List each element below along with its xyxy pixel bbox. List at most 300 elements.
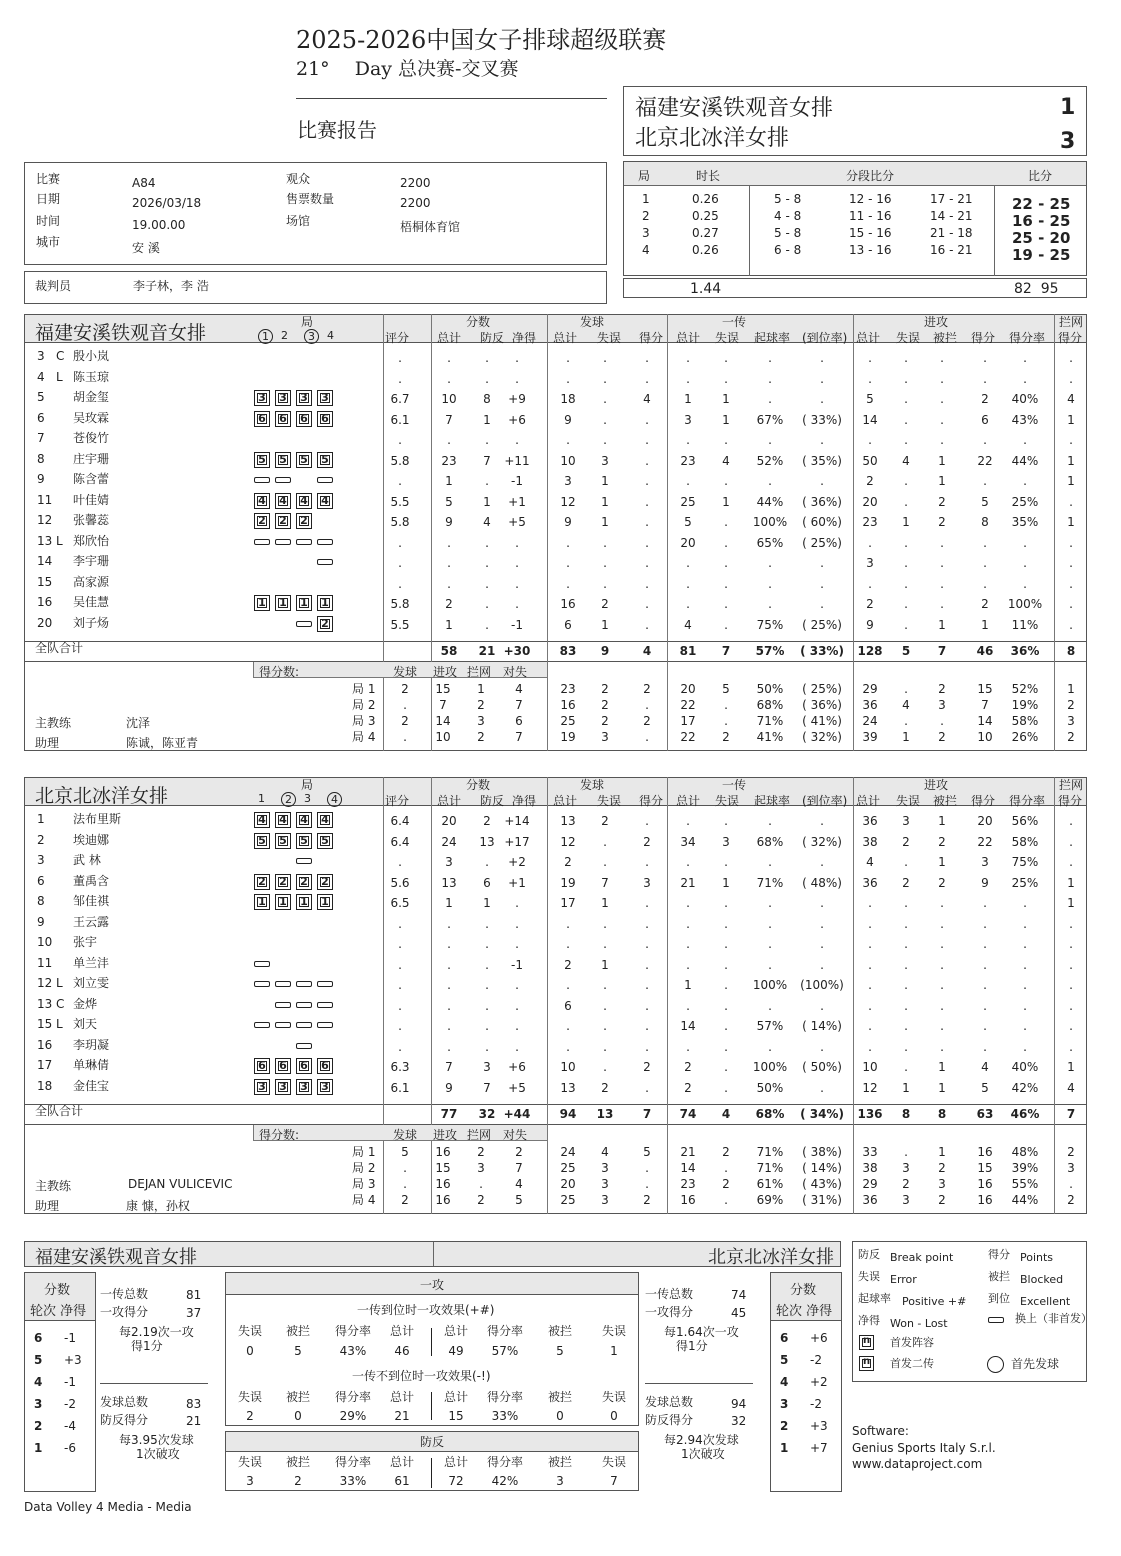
starting-position-mark: 2 — [254, 513, 270, 529]
fa-col-head: 被拦 — [547, 1324, 573, 1338]
stat-ae: . — [904, 1039, 908, 1054]
stat-r: . — [398, 576, 402, 591]
bp-value: 72 — [448, 1474, 464, 1488]
set-stat-c: 2 — [477, 730, 485, 744]
set-stat-a: . — [403, 698, 407, 712]
stat-nt: . — [515, 937, 519, 951]
stat-ae: 4 — [902, 453, 910, 468]
col-head-rating: 评分 — [385, 794, 410, 808]
substitution-mark — [275, 1002, 291, 1008]
stat-r: 6.1 — [390, 1080, 410, 1095]
stat-rp: . — [768, 998, 772, 1013]
referees: 李子林，李 浩 — [133, 279, 209, 293]
legend-en: Error — [890, 1273, 917, 1286]
col-head-bp: 防反 — [480, 794, 505, 808]
stat-pt: 1 — [445, 896, 453, 910]
stat-re: . — [724, 998, 728, 1013]
stat-ap: 22 — [977, 453, 993, 468]
set-stat-bk: 2 — [1067, 730, 1075, 744]
report-label: 比赛报告 — [297, 118, 377, 142]
total-bp: 32 — [478, 1107, 496, 1121]
first-serve-label: 首先发球 — [1011, 1357, 1060, 1371]
stat-ap: 22 — [977, 834, 993, 849]
stat-se: . — [603, 351, 607, 365]
bp-value: 3 — [556, 1474, 564, 1488]
bottom-team-a: 福建安溪铁观音女排 — [35, 1247, 197, 1268]
fa-col-head: 总计 — [389, 1390, 415, 1404]
stat-sp: . — [645, 957, 649, 972]
set-stat-re: . — [724, 698, 728, 712]
player-number: 13 — [37, 996, 53, 1011]
stat-apc: . — [1023, 998, 1027, 1013]
stat-sp: . — [645, 896, 649, 910]
bp-value: 7 — [610, 1474, 618, 1488]
substitution-mark — [317, 1022, 333, 1028]
stat-ab: 2 — [938, 494, 946, 509]
player-name: 刘子炀 — [73, 615, 110, 630]
fa-col-head: 总计 — [389, 1324, 415, 1338]
set-stat-sp: . — [645, 730, 649, 744]
legend-cn: 到位 — [988, 1292, 1010, 1305]
starting-position-mark: 3 — [296, 390, 312, 406]
stat-rx: . — [820, 998, 824, 1013]
set-stat-b: 16 — [435, 1193, 451, 1207]
stat-re: 1 — [722, 494, 730, 509]
player-name: 殷小岚 — [73, 349, 110, 363]
col-head-error: 失误 — [896, 331, 921, 345]
set-mark: 1 — [258, 329, 273, 344]
stat-st: . — [566, 433, 570, 447]
serve-total: 83 — [186, 1397, 202, 1411]
stat-rx: ( 25%) — [802, 535, 842, 550]
stat-r: . — [398, 556, 402, 570]
column-divider — [1054, 314, 1055, 751]
stat-pt: . — [447, 371, 451, 386]
set-stat-c: 3 — [477, 1161, 485, 1175]
set-stat-b: 7 — [439, 698, 447, 712]
column-divider — [667, 314, 668, 751]
starting-position-mark: 4 — [317, 493, 333, 509]
stat-re: . — [724, 617, 728, 632]
stat-ap: 4 — [981, 1060, 989, 1074]
column-divider — [547, 314, 548, 751]
stat-apc: . — [1023, 556, 1027, 570]
serve-total-label: 发球总数 — [645, 1395, 694, 1409]
set-score-box — [623, 161, 1087, 276]
set-stat-rt: 22 — [680, 698, 696, 712]
total-ae: 5 — [901, 644, 911, 658]
stat-st: 2 — [564, 957, 572, 972]
stat-ab: 2 — [938, 875, 946, 890]
total-pt: 58 — [440, 644, 458, 658]
team-name: 北京北冰洋女排 — [35, 785, 169, 807]
stat-rt: 20 — [680, 535, 696, 550]
set-stat-b: 15 — [435, 682, 451, 696]
set-stat-b: 16 — [435, 1145, 451, 1159]
legend-cn: 起球率 — [858, 1292, 891, 1305]
player-name: 陈含蕾 — [73, 472, 110, 486]
set-stat-at: 39 — [862, 730, 878, 744]
set-mark: 4 — [327, 329, 334, 342]
stat-se: . — [603, 556, 607, 570]
stat-ae: . — [904, 371, 908, 386]
stat-bk: 1 — [1067, 875, 1075, 890]
set-stat-sp: 2 — [643, 1193, 651, 1207]
first-attack-points-label: 一攻得分 — [100, 1305, 149, 1319]
stat-bk: . — [1069, 855, 1073, 869]
set-stat-a: 2 — [401, 714, 409, 728]
col-head-total: 总计 — [856, 794, 881, 808]
set-stat-a: 2 — [401, 682, 409, 696]
stat-bp: 4 — [483, 515, 491, 529]
starting-position-mark: 2 — [296, 874, 312, 890]
set-number: 4 — [642, 243, 650, 257]
stat-apc: 25% — [1011, 494, 1039, 509]
starting-position-mark: 2 — [296, 513, 312, 529]
first-attack-ratio: 每2.19次一攻 — [119, 1325, 194, 1339]
stat-ab: . — [940, 412, 944, 427]
stat-nt: . — [515, 433, 519, 447]
break-point-title: 防反 — [420, 1435, 445, 1449]
stat-st: 6 — [564, 617, 572, 632]
player-number: 1 — [37, 812, 45, 826]
stat-sp: . — [645, 433, 649, 447]
stat-rp: . — [768, 597, 772, 611]
col-head-rating: 评分 — [385, 331, 410, 345]
team-name: 福建安溪铁观音女排 — [35, 322, 207, 344]
player-number: 9 — [37, 914, 45, 929]
stat-re: . — [724, 1019, 728, 1033]
fa-value: 5 — [294, 1344, 302, 1358]
rotation-head: 分数 — [44, 1283, 71, 1298]
stat-nt: +1 — [508, 494, 526, 509]
stat-se: . — [603, 1060, 607, 1074]
stat-ap: . — [983, 474, 987, 488]
stat-ab: 1 — [938, 617, 946, 632]
set-stat-ae: . — [904, 682, 908, 696]
stat-ae: 2 — [902, 875, 910, 890]
stat-rt: . — [686, 597, 690, 611]
stat-rt: 1 — [684, 978, 692, 992]
stat-bp: . — [485, 978, 489, 992]
col-head-net: 净得 — [512, 794, 537, 808]
set-stat-a: 5 — [401, 1145, 409, 1159]
set-stat-st: 25 — [560, 1161, 576, 1175]
set-stat-se: 2 — [601, 682, 609, 696]
stat-nt: +5 — [508, 515, 526, 529]
stat-at: 2 — [866, 474, 874, 488]
stat-ap: . — [983, 978, 987, 992]
set-time: 0.25 — [692, 209, 719, 223]
column-divider — [383, 314, 384, 751]
stat-r: . — [398, 957, 402, 972]
substitution-mark — [296, 1043, 312, 1049]
stat-apc: 11% — [1011, 617, 1039, 632]
fa-value: 29% — [339, 1409, 367, 1423]
total-bk: 7 — [1066, 1107, 1076, 1121]
set-stat-ae: . — [904, 1145, 908, 1159]
stat-r: . — [398, 978, 402, 992]
set-stat-rt: 20 — [680, 682, 696, 696]
set-stat-sp: 5 — [643, 1145, 651, 1159]
table-frame — [24, 314, 1087, 751]
stat-pt: 20 — [441, 814, 457, 828]
referee-box — [24, 271, 607, 304]
stat-bk: 4 — [1067, 1080, 1075, 1095]
stat-at: 38 — [862, 834, 878, 849]
stat-rt: 14 — [680, 1019, 696, 1033]
stat-at: 10 — [862, 1060, 878, 1074]
stat-nt: . — [515, 597, 519, 611]
set-stat-rx: ( 43%) — [802, 1177, 842, 1191]
stat-nt: +5 — [508, 1080, 526, 1095]
stat-at: 3 — [866, 556, 874, 570]
starting-position-mark: 6 — [296, 1058, 312, 1074]
total-rt: 74 — [679, 1107, 697, 1121]
rotation-number: 1 — [34, 1441, 43, 1455]
stat-ae: . — [904, 957, 908, 972]
stat-st: 9 — [564, 515, 572, 529]
stat-r: . — [398, 474, 402, 488]
stat-re: . — [724, 1039, 728, 1054]
set-stat-d: 7 — [515, 698, 523, 712]
stat-pt: 24 — [441, 834, 457, 849]
starting-position-mark: 5 — [296, 452, 312, 468]
starting-position-mark: 3 — [275, 390, 291, 406]
legend-cn: 净得 — [858, 1314, 880, 1327]
stat-r: 6.5 — [390, 896, 410, 910]
stat-rp: . — [768, 556, 772, 570]
player-name: 邹佳祺 — [73, 894, 110, 908]
stat-ab: . — [940, 371, 944, 386]
stat-apc: . — [1023, 896, 1027, 910]
stat-pt: . — [447, 576, 451, 591]
stat-ap: . — [983, 535, 987, 550]
stat-ae: 1 — [902, 1080, 910, 1095]
substitution-mark — [275, 981, 291, 987]
stat-rx: . — [820, 392, 824, 406]
set-stat-ab: 2 — [938, 730, 946, 744]
stat-re: 1 — [722, 412, 730, 427]
player-name: 武 林 — [73, 853, 101, 867]
stat-ap: . — [983, 433, 987, 447]
stat-bk: 1 — [1067, 896, 1075, 910]
stat-apc: . — [1023, 937, 1027, 951]
stat-ab: 1 — [938, 1060, 946, 1074]
set-stat-ap: 7 — [981, 698, 989, 712]
team-b-name: 北京北冰洋女排 — [635, 126, 790, 151]
stat-rx: ( 36%) — [802, 494, 842, 509]
set-stat-ae: 3 — [902, 1193, 910, 1207]
fa-value: 0 — [556, 1409, 564, 1423]
set-stat-re: . — [724, 1193, 728, 1207]
starting-position-mark: 6 — [317, 411, 333, 427]
col-head-pos: 起球率 — [754, 331, 791, 345]
attack-head: 进攻 — [924, 778, 949, 792]
set-time: 0.26 — [692, 243, 719, 257]
stat-st: 3 — [564, 474, 572, 488]
set-stat-rp: 61% — [756, 1177, 784, 1191]
stat-rp: . — [768, 896, 772, 910]
bp-col-head: 得分率 — [334, 1455, 372, 1469]
stat-rp: . — [768, 937, 772, 951]
player-name: 李玥凝 — [73, 1037, 110, 1052]
total-se: 13 — [596, 1107, 614, 1121]
set-stat-apc: 48% — [1011, 1145, 1039, 1159]
stat-apc: 58% — [1011, 834, 1039, 849]
stat-ae: 2 — [902, 834, 910, 849]
stat-sp: . — [645, 556, 649, 570]
player-number: 2 — [37, 832, 45, 847]
divider — [100, 1383, 208, 1384]
player-number: 3 — [37, 853, 45, 867]
col-head-pts: 得分 — [639, 331, 664, 345]
substitution-mark — [317, 1002, 333, 1008]
stat-se: 3 — [601, 453, 609, 468]
set-stat-d: 7 — [515, 1161, 523, 1175]
player-number: 11 — [37, 955, 53, 970]
stat-rt: 1 — [684, 392, 692, 406]
set-stat-apc: 55% — [1011, 1177, 1039, 1191]
table-frame — [24, 777, 1087, 1214]
player-number: 6 — [37, 873, 45, 888]
stat-pt: . — [447, 535, 451, 550]
stat-ae: . — [904, 1019, 908, 1033]
team-score-box — [623, 86, 1087, 156]
starting-position-mark: 2 — [254, 874, 270, 890]
stat-bp: 1 — [483, 896, 491, 910]
stat-nt: +9 — [508, 392, 526, 406]
col-head-exc: (到位率) — [802, 794, 848, 808]
set-stat-se: 2 — [601, 714, 609, 728]
stat-apc: 35% — [1011, 515, 1039, 529]
stat-bk: 1 — [1067, 474, 1075, 488]
set-stat-sp: . — [645, 1177, 649, 1191]
stat-nt: +14 — [504, 814, 530, 828]
set-stat-ab: 2 — [938, 1161, 946, 1175]
set-stat-apc: 58% — [1011, 714, 1039, 728]
stat-bp: . — [485, 597, 489, 611]
reception-head: 一传 — [722, 315, 747, 329]
stat-pt: . — [447, 916, 451, 931]
stat-bk: . — [1069, 351, 1073, 365]
stat-st: 9 — [564, 412, 572, 427]
fa-value: 0 — [246, 1344, 254, 1358]
player-name: 董禹含 — [73, 873, 110, 888]
stat-apc: . — [1023, 351, 1027, 365]
legend-en: Excellent — [1020, 1295, 1071, 1308]
stat-rt: . — [686, 855, 690, 869]
stat-rx: . — [820, 957, 824, 972]
stat-at: 14 — [862, 412, 878, 427]
rotation-number: 3 — [34, 1397, 43, 1411]
stat-rp: 68% — [756, 834, 784, 849]
starting-position-mark: 1 — [317, 595, 333, 611]
info-label: 时间 — [36, 214, 61, 228]
partial-head: 分段比分 — [846, 169, 895, 183]
stat-rx: . — [820, 597, 824, 611]
total-ab: 8 — [937, 1107, 947, 1121]
stat-r: 6.4 — [390, 834, 410, 849]
set-stat-ap: 14 — [977, 714, 993, 728]
starting-position-mark: 1 — [254, 894, 270, 910]
stat-nt: . — [515, 351, 519, 365]
player-number: 14 — [37, 554, 53, 568]
player-number: 7 — [37, 431, 45, 445]
set-stat-se: 3 — [601, 730, 609, 744]
set-time: 0.26 — [692, 192, 719, 206]
stat-at: 20 — [862, 494, 878, 509]
starting-position-mark: 4 — [296, 812, 312, 828]
fa-value: 33% — [491, 1409, 519, 1423]
stat-ab: . — [940, 998, 944, 1013]
rotation-head: 轮次 净得 — [776, 1304, 833, 1319]
stat-sp: . — [645, 474, 649, 488]
set-label: 局 1 — [352, 1145, 376, 1159]
player-name: 单兰沣 — [73, 955, 110, 970]
stat-ab: . — [940, 937, 944, 951]
starting-position-mark: 3 — [254, 1079, 270, 1095]
stat-rt: . — [686, 576, 690, 591]
fa-value: 43% — [339, 1344, 367, 1358]
report-title: 2025-2026中国女子排球超级联赛 — [296, 26, 667, 54]
serve-head: 发球 — [580, 778, 605, 792]
stat-r: 5.5 — [390, 494, 410, 509]
set-stat-at: 36 — [862, 698, 878, 712]
stat-bp: 6 — [483, 875, 491, 890]
col-head-bpts: 得分 — [1058, 331, 1083, 345]
points-head: 分数 — [466, 315, 491, 329]
set-stat-a: . — [403, 1161, 407, 1175]
stat-ae: . — [904, 855, 908, 869]
player-name: 刘天 — [73, 1017, 98, 1031]
stat-ap: 20 — [977, 814, 993, 828]
total-rp: 68% — [755, 1107, 785, 1121]
stat-se: . — [603, 535, 607, 550]
set-stat-bk: 1 — [1067, 682, 1075, 696]
substitution-mark — [275, 477, 291, 483]
block-head: 拦网 — [1059, 778, 1084, 792]
set-stat-ap: 16 — [977, 1145, 993, 1159]
set-stat-ab: 2 — [938, 682, 946, 696]
col-head-pts: 得分 — [639, 794, 664, 808]
substitution-mark — [296, 539, 312, 545]
stat-ab: . — [940, 535, 944, 550]
set-stat-at: 24 — [862, 714, 878, 728]
stat-nt: +6 — [508, 1060, 526, 1074]
set-stat-rx: ( 32%) — [802, 730, 842, 744]
stat-apc: . — [1023, 916, 1027, 931]
fa-col-head: 被拦 — [285, 1324, 311, 1338]
stat-at: . — [868, 937, 872, 951]
stat-pt: 13 — [441, 875, 457, 890]
info-value: 2026/03/18 — [132, 196, 202, 210]
set-stat-st: 20 — [560, 1177, 576, 1191]
rotation-net: -1 — [64, 1331, 76, 1345]
substitution-mark — [254, 981, 270, 987]
stat-ab: . — [940, 978, 944, 992]
set-stat-rp: 71% — [756, 714, 784, 728]
stat-se: . — [603, 834, 607, 849]
reception-total: 74 — [731, 1288, 747, 1302]
stat-apc: 75% — [1011, 855, 1039, 869]
substitution-mark — [317, 477, 333, 483]
stat-ap: . — [983, 937, 987, 951]
stat-ab: . — [940, 433, 944, 447]
player-number: 11 — [37, 492, 53, 507]
stat-se: . — [603, 916, 607, 931]
legend-cn: 防反 — [858, 1248, 880, 1261]
